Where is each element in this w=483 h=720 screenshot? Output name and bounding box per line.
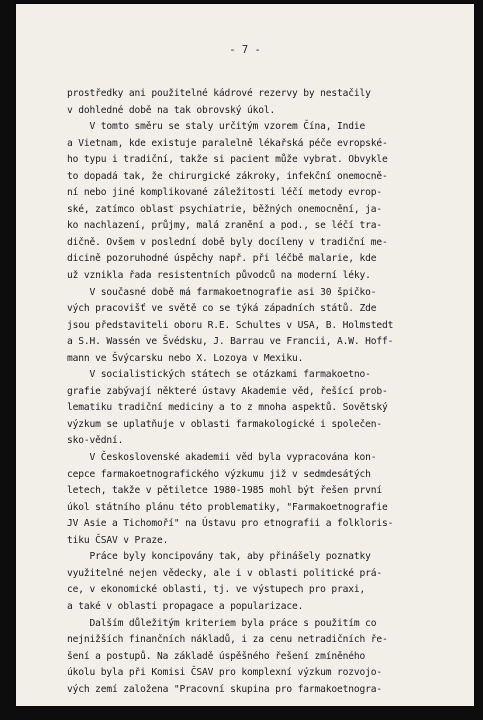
text-line: to dopadá tak, že chirurgické zákroky, infekční onemocně-: [67, 170, 388, 182]
text-line: V Československé akademii věd byla vypracována kon-: [67, 452, 377, 464]
text-line: úkolu byla při Komisi ČSAV pro komplexní výzkum rozvojo-: [67, 667, 383, 679]
text-line: v dohledné době na tak obrovský úkol.: [67, 104, 276, 116]
text-line: a S.H. Wassén ve Švédsku, J. Barrau ve Francii, A.W. Hoff-: [67, 336, 394, 348]
text-line: ho typu i tradiční, takže si pacient může vybrat. Obvykle: [67, 154, 388, 166]
text-line: letech, takže v pětiletce 1980-1985 mohl být řešen první: [67, 485, 383, 497]
body-text: [67, 86, 483, 698]
text-line: Dalším důležitým kriteriem byla práce s použitím co: [67, 617, 377, 629]
document-page: [16, 4, 474, 706]
text-line: ské, zatímco oblast psychiatrie, běžných onemocnění, ja-: [67, 203, 383, 215]
text-line: lematiku tradiční mediciny a to z mnoha aspektů. Sovětský: [67, 402, 388, 414]
text-line: a Vietnam, kde existuje paralelně lékařská péče evropské-: [67, 137, 388, 149]
text-line: JV Asie a Tichomoří" na Ústavu pro etnografii a folkloris-: [67, 518, 394, 530]
text-line: tiku ČSAV v Praze.: [67, 534, 169, 546]
text-line: ce, v ekonomické oblasti, tj. ve výstupech pro praxi,: [67, 584, 366, 596]
text-line: cepce farmakoetnografického výzkumu již v sedmdesátých: [67, 468, 371, 480]
text-line: mann ve Švýcarsku nebo X. Lozoya v Mexiku.: [67, 352, 304, 364]
text-line: už vznikla řada resistentních původců na moderní léky.: [67, 270, 371, 282]
text-line: V socialistických státech se otázkami farmakoetno-: [67, 369, 371, 381]
text-line: výzkum se uplatňuje v oblasti farmakologické i společen-: [67, 418, 383, 430]
text-line: nejnižších finančních nákladů, i za cenu netradičních ře-: [67, 634, 388, 646]
text-line: vých zemí založena "Pracovní skupina pro farmakoetnogra-: [67, 683, 383, 695]
text-line: ko nachlazení, průjmy, malá zranění a pod., se léčí tra-: [67, 220, 383, 232]
text-line: dičně. Ovšem v poslední době byly docíleny v tradiční me-: [67, 236, 388, 248]
text-line: a také v oblasti propagace a popularizace.: [67, 600, 304, 612]
text-line: využitelné nejen vědecky, ale i v oblasti politické prá-: [67, 567, 383, 579]
text-line: vých pracovišť ve světě co se týká západních států. Zde: [67, 303, 377, 315]
text-line: úkol státního plánu této problematiky, "Farmakoetnografie: [67, 501, 388, 513]
text-line: Práce byly koncipovány tak, aby přinášely poznatky: [67, 551, 371, 563]
text-line: V tomto směru se staly určitým vzorem Čína, Indie: [67, 121, 366, 133]
text-line: sko-vědní.: [67, 435, 124, 447]
text-line: grafie zabývají některé ústavy Akademie věd, řešící prob-: [67, 385, 388, 397]
page-number: - 7 -: [229, 44, 261, 56]
text-line: dicině pozoruhodné úspěchy např. při léčbě malarie, kde: [67, 253, 377, 265]
text-line: V současné době má farmakoetnografie asi 30 špičko-: [67, 286, 377, 298]
text-line: ní nebo jiné komplikované záležitosti léčí metody evrop-: [67, 187, 383, 199]
text-line: šení a postupů. Na základě úspěšného řešení zmíněného: [67, 650, 366, 662]
text-line: jsou představiteli oboru R.E. Schultes v USA, B. Holmstedt: [67, 319, 394, 331]
text-line: prostředky ani použitelné kádrové rezervy by nestačily: [67, 88, 371, 99]
